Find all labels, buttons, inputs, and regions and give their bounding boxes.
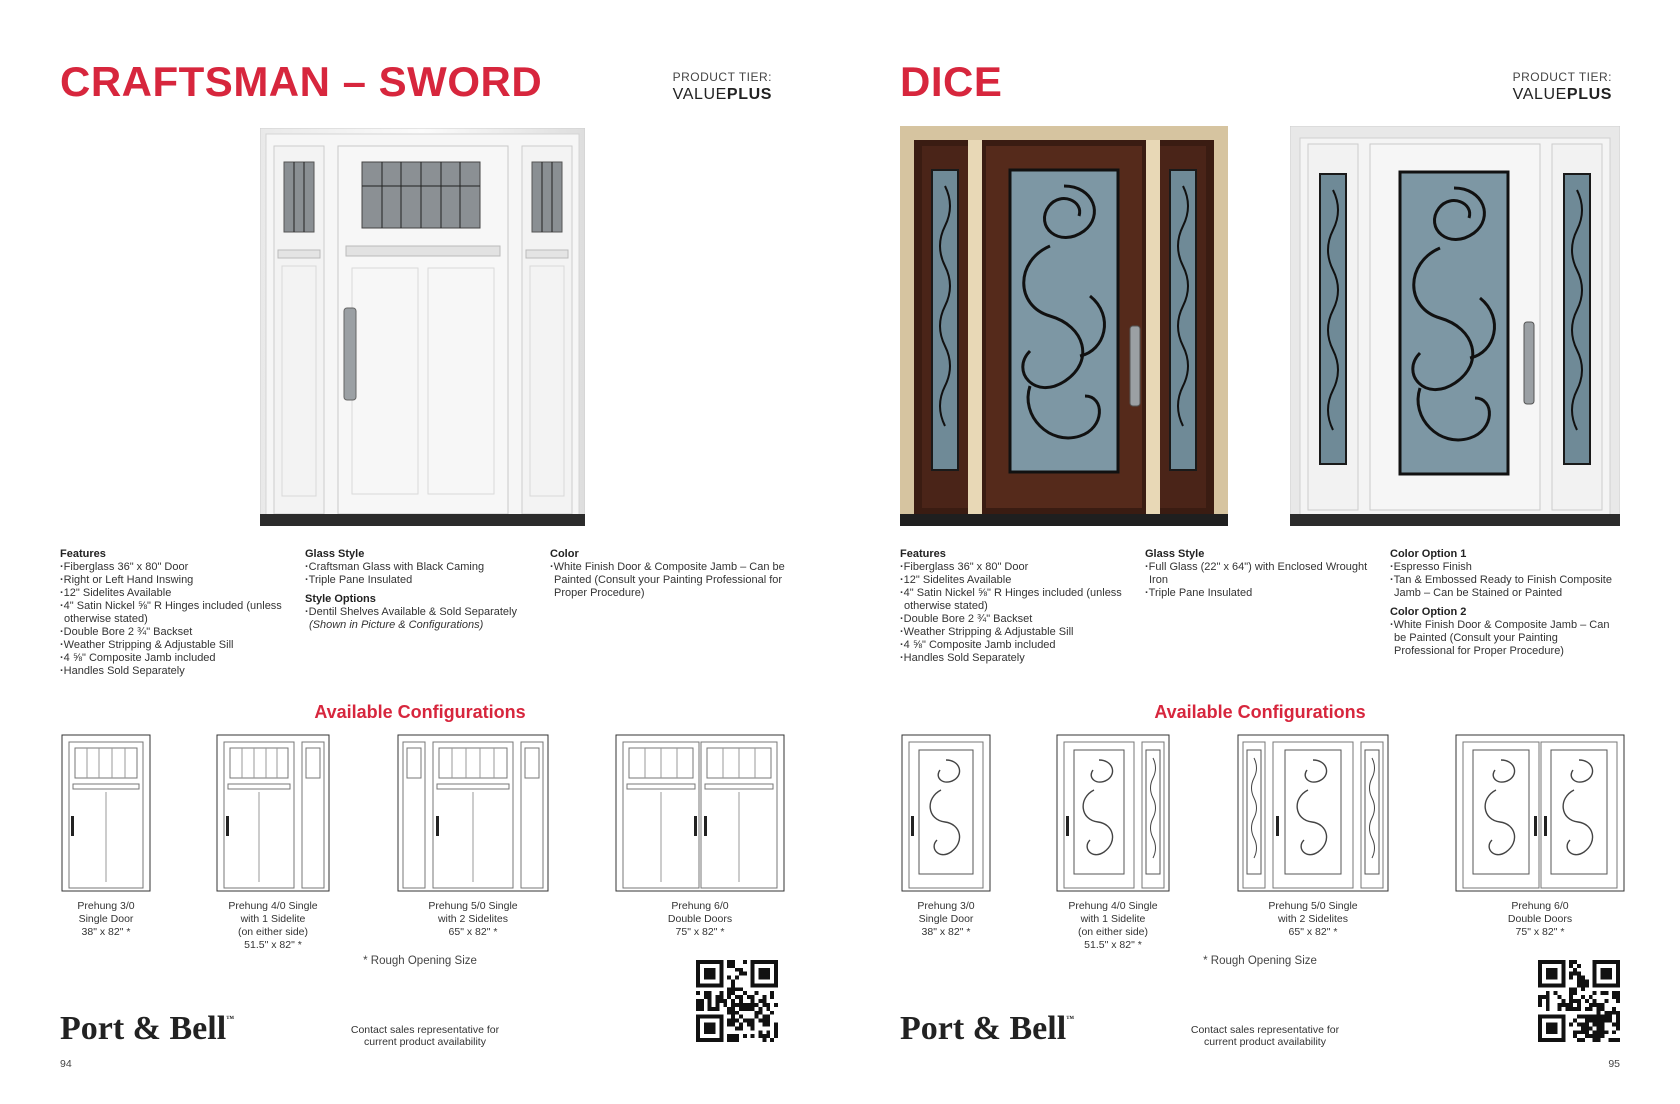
tier-value [1513,86,1612,104]
caption-line: Prehung 3/0 [77,900,135,912]
product-photo-craftsman [260,128,585,526]
available-configurations-text: Available Configurations [314,702,526,722]
brand-trademark: ™ [226,1014,235,1023]
caption-line: Prehung 5/0 Single [428,900,518,912]
glass-style-column [305,548,541,632]
caption-line: Single Door [918,913,974,925]
features-heading: Features [60,548,106,560]
contact-line: Contact sales representative for [350,1024,500,1036]
brand-logo [900,1010,1074,1048]
feature-item: · 4 ⅝" Composite Jamb included [900,639,1136,652]
product-title: DICE [900,58,1003,105]
product-tier [1513,70,1612,104]
caption-line: Prehung 3/0 [917,900,975,912]
feature-item: · 4 ⅝" Composite Jamb included [60,652,296,665]
config-diagram [615,734,785,892]
available-configurations-heading [840,702,1680,723]
glass-style-column [1145,548,1381,600]
feature-item: · 12" Sidelites Available [900,574,1136,587]
config-prehung-6-0 [614,734,786,939]
config-prehung-5-0 [1236,734,1390,939]
dice-espresso-door-image [900,126,1228,526]
config-prehung-6-0 [1454,734,1626,939]
caption-line: Prehung 6/0 [1511,900,1569,912]
config-prehung-3-0 [60,734,152,939]
color-options-column [1390,548,1616,658]
caption-line: 38" x 82" * [81,926,131,938]
door-handle-icon [1524,322,1534,404]
page-number: 95 [1608,1058,1620,1070]
qr-code-icon[interactable] [696,960,778,1042]
tier-value-value: VALUE [1512,86,1567,103]
feature-item: · Handles Sold Separately [900,652,1136,665]
config-diagram [1056,734,1170,892]
caption-line: Prehung 4/0 Single [1068,900,1158,912]
contact-note [1160,1024,1370,1048]
caption-line: 38" x 82" * [921,926,971,938]
glass-style-heading: Glass Style [305,548,365,560]
style-options-heading: Style Options [305,593,376,605]
contact-line: current product availability [364,1036,486,1048]
feature-item: · Fiberglass 36" x 80" Door [900,561,1136,574]
caption-line: 65" x 82" * [448,926,498,938]
feature-item: · Fiberglass 36" x 80" Door [60,561,296,574]
color-option-item: · White Finish Door & Composite Jamb – Can be Painted (Consult your Painting Professional for Proper Procedure) [1390,619,1616,658]
color-option-2-heading: Color Option 2 [1390,606,1467,618]
color-column [550,548,786,600]
config-diagram [397,734,549,892]
color-heading: Color [550,548,579,560]
contact-note [320,1024,530,1048]
glass-style-heading: Glass Style [1145,548,1205,560]
style-option-note: (Shown in Picture & Configurations) [309,619,484,631]
feature-item: · 4" Satin Nickel ⅝" R Hinges included (unless otherwise stated) [60,600,296,626]
contact-line: current product availability [1204,1036,1326,1048]
feature-item: · 12" Sidelites Available [60,587,296,600]
glass-style-item: · Triple Pane Insulated [305,574,541,587]
page-number: 94 [60,1058,72,1070]
caption-line: 51.5" x 82" * [1084,939,1142,951]
features-heading: Features [900,548,946,560]
feature-item: · 4" Satin Nickel ⅝" R Hinges included (unless otherwise stated) [900,587,1136,613]
contact-line: Contact sales representative for [1190,1024,1340,1036]
config-caption [900,900,992,939]
caption-line: Prehung 4/0 Single [228,900,318,912]
features-column [60,548,296,678]
feature-item: · Right or Left Hand Inswing [60,574,296,587]
features-column [900,548,1136,665]
feature-item: · Handles Sold Separately [60,665,296,678]
tier-value-plus: PLUS [726,86,772,103]
config-diagram [1237,734,1389,892]
feature-item: · Weather Stripping & Adjustable Sill [60,639,296,652]
available-configurations-text: Available Configurations [1154,702,1366,722]
feature-item: · Double Bore 2 ¾" Backset [60,626,296,639]
caption-line: with 1 Sidelite [1080,913,1146,925]
feature-item: · Weather Stripping & Adjustable Sill [900,626,1136,639]
door-handle-icon [344,308,356,400]
brand-name: Port & Bell [900,1010,1067,1047]
caption-line: Double Doors [1507,913,1573,925]
tier-value [673,86,772,104]
product-photo-dice-espresso [900,126,1228,526]
tier-value-plus: PLUS [1566,86,1612,103]
color-item: · White Finish Door & Composite Jamb – Can be Painted (Consult your Painting Professional for Proper Procedure) [550,561,786,600]
tier-label: PRODUCT TIER: [1512,70,1612,84]
config-prehung-4-0 [1055,734,1171,952]
tier-value-value: VALUE [672,86,727,103]
config-caption [215,900,331,952]
config-diagram [216,734,330,892]
config-diagram [61,734,151,892]
caption-line: with 1 Sidelite [240,913,306,925]
caption-line: 75" x 82" * [1515,926,1565,938]
config-caption [1236,900,1390,939]
product-title: CRAFTSMAN – SWORD [60,58,543,105]
config-caption [60,900,152,939]
config-caption [396,900,550,939]
config-caption [1055,900,1171,952]
qr-code-icon[interactable] [1538,960,1620,1042]
color-option-item: · Tan & Embossed Ready to Finish Composite Jamb – Can be Stained or Painted [1390,574,1616,600]
config-caption [1454,900,1626,939]
config-diagram [1455,734,1625,892]
config-prehung-4-0 [215,734,331,952]
page-right [840,0,1680,1104]
caption-line: Prehung 6/0 [671,900,729,912]
caption-line: Double Doors [667,913,733,925]
caption-line: (on either side) [237,926,309,938]
caption-line: with 2 Sidelites [437,913,509,925]
caption-line: 65" x 82" * [1288,926,1338,938]
craftsman-door-image [260,128,585,526]
caption-line: with 2 Sidelites [1277,913,1349,925]
rough-opening-note: * Rough Opening Size [363,955,477,967]
product-photo-dice-white [1290,126,1620,526]
rough-opening-note: * Rough Opening Size [1203,955,1317,967]
available-configurations-heading [0,702,840,723]
brand-name: Port & Bell [60,1010,227,1047]
dice-white-door-image [1290,126,1620,526]
caption-line: Prehung 5/0 Single [1268,900,1358,912]
caption-line: (on either side) [1077,926,1149,938]
style-option-item: · Dentil Shelves Available & Sold Separately [305,606,541,619]
config-prehung-5-0 [396,734,550,939]
brand-logo [60,1010,234,1048]
qr-code-graphic [696,960,778,1042]
caption-line: 75" x 82" * [675,926,725,938]
glass-style-item: · Triple Pane Insulated [1145,587,1381,600]
brand-trademark: ™ [1066,1014,1075,1023]
product-tier [673,70,772,104]
glass-style-item: · Craftsman Glass with Black Caming [305,561,541,574]
color-option-item: · Espresso Finish [1390,561,1616,574]
qr-code-graphic [1538,960,1620,1042]
feature-item: · Double Bore 2 ¾" Backset [900,613,1136,626]
config-diagram [901,734,991,892]
config-prehung-3-0 [900,734,992,939]
caption-line: 51.5" x 82" * [244,939,302,951]
config-caption [614,900,786,939]
door-handle-icon [1130,326,1140,406]
tier-label: PRODUCT TIER: [672,70,772,84]
caption-line: Single Door [78,913,134,925]
color-option-1-heading: Color Option 1 [1390,548,1467,560]
glass-style-item: · Full Glass (22" x 64") with Enclosed Wrought Iron [1145,561,1381,587]
